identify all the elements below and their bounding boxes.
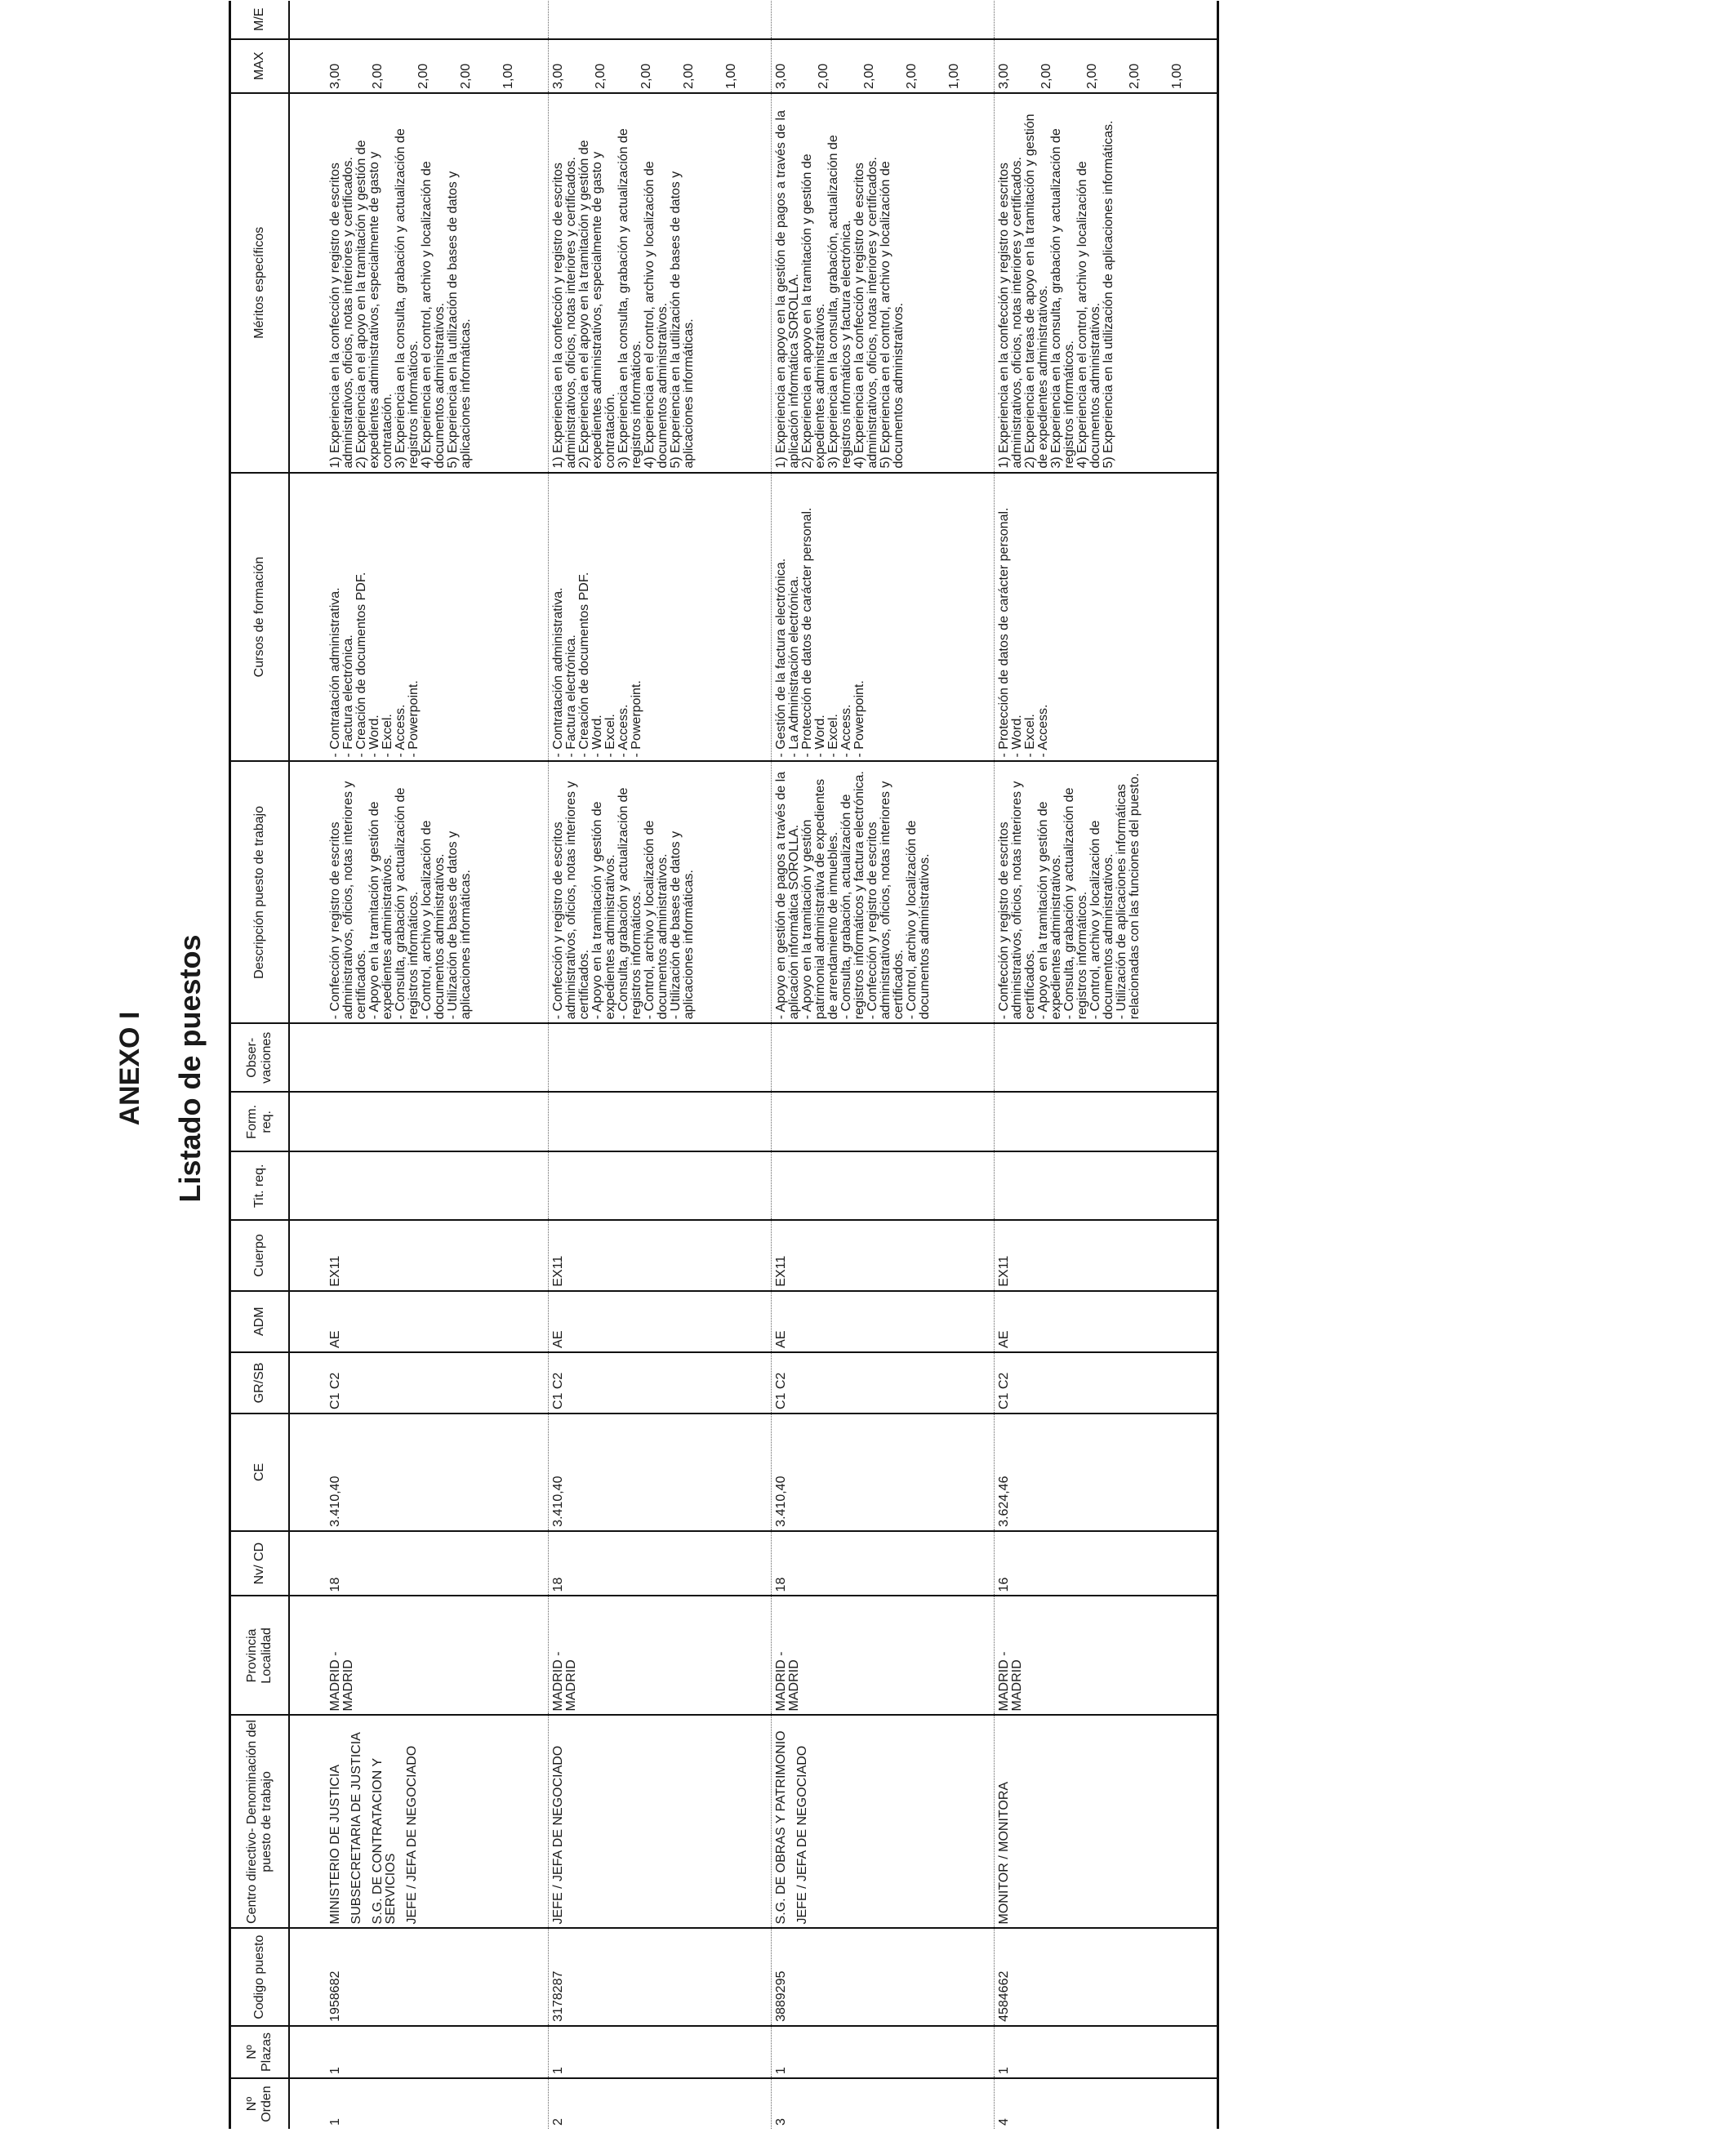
curso-line: - Access.	[394, 704, 407, 758]
desc-line: - Apoyo en la tramitación y gestión de expedientes administrativos.	[1036, 801, 1063, 1020]
obs-cell	[326, 1023, 549, 1092]
tit-cell	[772, 1151, 995, 1220]
form-cell	[549, 1092, 772, 1151]
desc-line: - Utilización de bases de datos y aplicaciones informáticas.	[446, 830, 473, 1020]
merito-line: 2) Experiencia en el apoyo en la tramitación y gestión de expedientes administrativos, especialmente de gasto y contratación.	[577, 140, 617, 469]
merito-line: 3) Experiencia en la consulta, grabación, actualización de registros informáticos y factura electrónica.	[826, 135, 853, 469]
header-provincia: Provincia Localidad	[230, 1596, 290, 1715]
max-value: 2,00	[1039, 63, 1053, 89]
spacer-cell	[289, 761, 326, 1023]
position-title: MONITOR / MONITORA	[997, 1781, 1011, 1925]
provincia-cell: MADRID - MADRID	[995, 1596, 1218, 1715]
spacer-cell	[289, 93, 326, 473]
merito-line: 5) Experiencia en el control, archivo y localización de documentos administrativos.	[879, 161, 906, 469]
max-value: 2,00	[862, 63, 876, 89]
desc-cell	[326, 761, 549, 1023]
tit-cell	[995, 1151, 1218, 1220]
curso-line: - Word.	[1010, 715, 1024, 758]
max-value: 2,00	[1085, 63, 1099, 89]
desc-line: - Confección y registro de escritos administrativos, oficios, notas interiores y certificados.	[328, 781, 368, 1020]
meritos-cell	[549, 93, 772, 473]
max-value: 3,00	[551, 63, 565, 89]
spacer-cell	[289, 1, 326, 39]
positions-table	[229, 1, 1219, 2129]
grupo-cell: C1 C2	[995, 1352, 1218, 1414]
centro-cell	[549, 1715, 772, 1928]
centro-cell	[326, 1715, 549, 1928]
max-value: 1,00	[501, 63, 515, 89]
nivel-cell: 18	[326, 1531, 549, 1596]
merito-line: 4) Experiencia en el control, archivo y localización de documentos administrativos.	[1075, 161, 1102, 469]
table-row	[326, 1, 549, 2129]
table-row	[549, 1, 772, 2129]
annex-subtitle: Listado de puestos	[173, 934, 207, 1203]
spacer-cell	[289, 1291, 326, 1352]
me-cell	[326, 1, 549, 39]
merito-line: 4) Experiencia en la confección y registro de escritos administrativos, oficios, notas interiores y certificados.	[852, 157, 879, 469]
merito-line: 1) Experiencia en apoyo en la gestión de pagos a través de la aplicación informática SOROLLA.	[774, 110, 801, 469]
curso-line: - Word.	[590, 715, 604, 758]
header-codigo: Codigo puesto	[230, 1928, 290, 2025]
spacer-cell	[289, 1715, 326, 1928]
header-row	[230, 1, 290, 2129]
position-title: JEFE / JEFA DE NEGOCIADO	[551, 1745, 565, 1925]
tit-cell	[549, 1151, 772, 1220]
header-spacer-row	[289, 1, 326, 2129]
curso-line: - Excel.	[826, 714, 840, 758]
header-grupo: GR/SB	[230, 1352, 290, 1414]
nivel-cell: 18	[772, 1531, 995, 1596]
max-value: 1,00	[947, 63, 961, 89]
curso-line: - Gestión de la factura electrónica.	[774, 558, 788, 758]
ce-cell: 3.624,46	[995, 1414, 1218, 1531]
header-me: M/E	[230, 1, 290, 39]
curso-line: - Word.	[367, 715, 381, 758]
spacer-cell	[289, 1596, 326, 1715]
department-name: S.G. DE CONTRATACION Y SERVICIOS	[371, 1758, 398, 1925]
meritos-cell	[326, 93, 549, 473]
merito-line: 3) Experiencia en la consulta, grabación y actualización de registros informáticos.	[1049, 128, 1076, 469]
curso-line: - Contratación administrativa.	[328, 587, 342, 758]
curso-line: - Powerpoint.	[630, 680, 643, 758]
provincia-cell: MADRID - MADRID	[772, 1596, 995, 1715]
header-tit: Tit. req.	[230, 1151, 290, 1220]
codigo-cell: 3889295	[772, 1928, 995, 2025]
desc-line: - Consulta, grabación y actualización de registros informáticos.	[1062, 787, 1089, 1020]
header-plazas: Nº Plazas	[230, 2026, 290, 2078]
curso-line: - Powerpoint.	[407, 680, 421, 758]
provincia-cell: MADRID - MADRID	[326, 1596, 549, 1715]
spacer-cell	[289, 1352, 326, 1414]
curso-line: - Creación de documentos PDF.	[354, 572, 368, 758]
cursos-cell	[772, 473, 995, 762]
cuerpo-cell: EX11	[772, 1220, 995, 1290]
orden-cell: 1	[326, 2078, 549, 2129]
desc-line: - Control, archivo y localización de documentos administrativos.	[643, 820, 670, 1020]
curso-line: - Factura electrónica.	[341, 634, 355, 758]
curso-line: - Access.	[839, 704, 853, 758]
desc-line: - Confección y registro de escritos administrativos, oficios, notas interiores y certificados.	[551, 781, 591, 1020]
desc-line: - Apoyo en la tramitación y gestión de expedientes administrativos.	[367, 801, 394, 1020]
desc-line: - Utilización de aplicaciones informáticas relacionadas con las funciones del puesto.	[1115, 772, 1142, 1020]
merito-line: 3) Experiencia en la consulta, grabación y actualización de registros informáticos.	[394, 128, 421, 469]
desc-line: - Apoyo en la tramitación y gestión patrimonial administrativa de expedientes de arrendamiento de inmuebles.	[800, 778, 840, 1020]
spacer-cell	[289, 1220, 326, 1290]
centro-cell	[995, 1715, 1218, 1928]
position-title: JEFE / JEFA DE NEGOCIADO	[795, 1745, 809, 1925]
max-value: 2,00	[905, 63, 919, 89]
desc-line: - Consulta, grabación y actualización de registros informáticos.	[617, 787, 643, 1020]
desc-cell	[549, 761, 772, 1023]
plazas-cell: 1	[549, 2026, 772, 2078]
spacer-cell	[289, 1151, 326, 1220]
desc-line: - Control, archivo y localización de documentos administrativos.	[420, 820, 447, 1020]
ce-cell: 3.410,40	[549, 1414, 772, 1531]
spacer-cell	[289, 1023, 326, 1092]
merito-line: 1) Experiencia en la confección y registro de escritos administrativos, oficios, notas interiores y certificados.	[328, 157, 355, 469]
form-cell	[326, 1092, 549, 1151]
max-cell	[772, 39, 995, 93]
obs-cell	[772, 1023, 995, 1092]
table-row	[772, 1, 995, 2129]
header-cuerpo: Cuerpo	[230, 1220, 290, 1290]
desc-cell	[995, 761, 1218, 1023]
spacer-cell	[289, 1928, 326, 2025]
max-value: 2,00	[817, 63, 830, 89]
cursos-cell	[995, 473, 1218, 762]
spacer-cell	[289, 1092, 326, 1151]
grupo-cell: C1 C2	[772, 1352, 995, 1414]
spacer-cell	[289, 2078, 326, 2129]
form-cell	[995, 1092, 1218, 1151]
centro-cell	[772, 1715, 995, 1928]
max-value: 2,00	[459, 63, 473, 89]
header-nivel: Nv/ CD	[230, 1531, 290, 1596]
plazas-cell: 1	[772, 2026, 995, 2078]
merito-line: 5) Experiencia en la utilización de bases de datos y aplicaciones informáticas.	[446, 171, 473, 469]
ce-cell: 3.410,40	[326, 1414, 549, 1531]
orden-cell: 2	[549, 2078, 772, 2129]
header-centro: Centro directivo- Denominación del puesto de trabajo	[230, 1715, 290, 1928]
cuerpo-cell: EX11	[326, 1220, 549, 1290]
merito-line: 1) Experiencia en la confección y registro de escritos administrativos, oficios, notas interiores y certificados.	[997, 157, 1024, 469]
curso-line: - Creación de documentos PDF.	[577, 572, 591, 758]
desc-line: - Confección y registro de escritos administrativos, oficios, notas interiores y certificados.	[997, 781, 1037, 1020]
ce-cell: 3.410,40	[772, 1414, 995, 1531]
adm-cell: AE	[549, 1291, 772, 1352]
position-title: JEFE / JEFA DE NEGOCIADO	[405, 1745, 419, 1925]
header-obs: Obser- vaciones	[230, 1023, 290, 1092]
max-value: 2,00	[416, 63, 430, 89]
header-ce: CE	[230, 1414, 290, 1531]
orden-cell: 3	[772, 2078, 995, 2129]
plazas-cell: 1	[995, 2026, 1218, 2078]
max-value: 2,00	[371, 63, 385, 89]
meritos-cell	[995, 93, 1218, 473]
cuerpo-cell: EX11	[549, 1220, 772, 1290]
department-name: MINISTERIO DE JUSTICIA	[328, 1764, 342, 1925]
merito-line: 2) Experiencia en apoyo en la tramitación y gestión de expedientes administrativos.	[800, 154, 827, 469]
curso-line: - Access.	[1036, 704, 1050, 758]
grupo-cell: C1 C2	[326, 1352, 549, 1414]
cuerpo-cell: EX11	[995, 1220, 1218, 1290]
header-desc: Descripción puesto de trabajo	[230, 761, 290, 1023]
provincia-cell: MADRID - MADRID	[549, 1596, 772, 1715]
annex-title: ANEXO I	[114, 1011, 145, 1126]
curso-line: - Excel.	[381, 714, 394, 758]
table-row	[995, 1, 1218, 2129]
cursos-cell	[326, 473, 549, 762]
adm-cell: AE	[326, 1291, 549, 1352]
codigo-cell: 3178287	[549, 1928, 772, 2025]
header-orden: Nº Orden	[230, 2078, 290, 2129]
desc-line: - Control, archivo y localización de documentos administrativos.	[1088, 820, 1115, 1020]
form-cell	[772, 1092, 995, 1151]
cursos-cell	[549, 473, 772, 762]
desc-line: - Control, archivo y localización de documentos administrativos.	[905, 820, 932, 1020]
desc-line: - Utilización de bases de datos y aplicaciones informáticas.	[669, 830, 696, 1020]
merito-line: 1) Experiencia en la confección y registro de escritos administrativos, oficios, notas interiores y certificados.	[551, 157, 578, 469]
header-max: MAX	[230, 39, 290, 93]
merito-line: 5) Experiencia en la utilización de bases de datos y aplicaciones informáticas.	[669, 171, 696, 469]
header-cursos: Cursos de formación	[230, 473, 290, 762]
merito-line: 5) Experiencia en la utilización de aplicaciones informáticas.	[1102, 120, 1115, 469]
curso-line: - Word.	[813, 715, 827, 758]
curso-line: - Protección de datos de carácter personal.	[800, 507, 814, 758]
merito-line: 4) Experiencia en el control, archivo y localización de documentos administrativos.	[420, 161, 447, 469]
obs-cell	[995, 1023, 1218, 1092]
merito-line: 2) Experiencia en el apoyo en la tramitación y gestión de expedientes administrativos, especialmente de gasto y contratación.	[354, 140, 394, 469]
curso-line: - Excel.	[1023, 714, 1037, 758]
max-value: 2,00	[682, 63, 696, 89]
spacer-cell	[289, 1531, 326, 1596]
meritos-cell	[772, 93, 995, 473]
merito-line: 3) Experiencia en la consulta, grabación y actualización de registros informáticos.	[617, 128, 643, 469]
tit-cell	[326, 1151, 549, 1220]
merito-line: 2) Experiencia en tareas de apoyo en la tramitación y gestión de expedientes administrativos.	[1023, 114, 1050, 469]
curso-line: - Protección de datos de carácter personal.	[997, 507, 1011, 758]
me-cell	[772, 1, 995, 39]
spacer-cell	[289, 2026, 326, 2078]
spacer-cell	[289, 1414, 326, 1531]
max-value: 2,00	[639, 63, 653, 89]
max-cell	[995, 39, 1218, 93]
max-value: 2,00	[1128, 63, 1142, 89]
nivel-cell: 18	[549, 1531, 772, 1596]
desc-line: - Consulta, grabación y actualización de registros informáticos.	[394, 787, 421, 1020]
me-cell	[995, 1, 1218, 39]
header-meritos: Méritos específicos	[230, 93, 290, 473]
spacer-cell	[289, 39, 326, 93]
curso-line: - Contratación administrativa.	[551, 587, 565, 758]
department-name: SUBSECRETARIA DE JUSTICIA	[349, 1732, 363, 1925]
codigo-cell: 1958682	[326, 1928, 549, 2025]
nivel-cell: 16	[995, 1531, 1218, 1596]
max-value: 3,00	[997, 63, 1011, 89]
grupo-cell: C1 C2	[549, 1352, 772, 1414]
curso-line: - Excel.	[603, 714, 617, 758]
spacer-cell	[289, 473, 326, 762]
max-value: 1,00	[1170, 63, 1184, 89]
header-form: Form. req.	[230, 1092, 290, 1151]
max-value: 3,00	[774, 63, 788, 89]
merito-line: 4) Experiencia en el control, archivo y localización de documentos administrativos.	[643, 161, 670, 469]
curso-line: - Powerpoint.	[852, 680, 866, 758]
codigo-cell: 4584662	[995, 1928, 1218, 2025]
max-cell	[549, 39, 772, 93]
curso-line: - La Administración electrónica.	[787, 576, 801, 758]
desc-cell	[772, 761, 995, 1023]
desc-line: - Confección y registro de escritos administrativos, oficios, notas interiores y certificados.	[866, 781, 906, 1020]
max-value: 2,00	[594, 63, 608, 89]
adm-cell: AE	[995, 1291, 1218, 1352]
desc-line: - Apoyo en la tramitación y gestión de expedientes administrativos.	[590, 801, 617, 1020]
curso-line: - Factura electrónica.	[564, 634, 578, 758]
obs-cell	[549, 1023, 772, 1092]
orden-cell: 4	[995, 2078, 1218, 2129]
desc-line: - Consulta, grabación, actualización de registros informáticos y factura electrónica.	[839, 771, 866, 1020]
desc-line: - Apoyo en gestión de pagos a través de la aplicación informática SOROLLA.	[774, 771, 801, 1020]
me-cell	[549, 1, 772, 39]
max-value: 3,00	[328, 63, 342, 89]
adm-cell: AE	[772, 1291, 995, 1352]
department-name: S.G. DE OBRAS Y PATRIMONIO	[774, 1730, 788, 1925]
max-cell	[326, 39, 549, 93]
max-value: 1,00	[724, 63, 738, 89]
curso-line: - Access.	[617, 704, 630, 758]
header-adm: ADM	[230, 1291, 290, 1352]
plazas-cell: 1	[326, 2026, 549, 2078]
